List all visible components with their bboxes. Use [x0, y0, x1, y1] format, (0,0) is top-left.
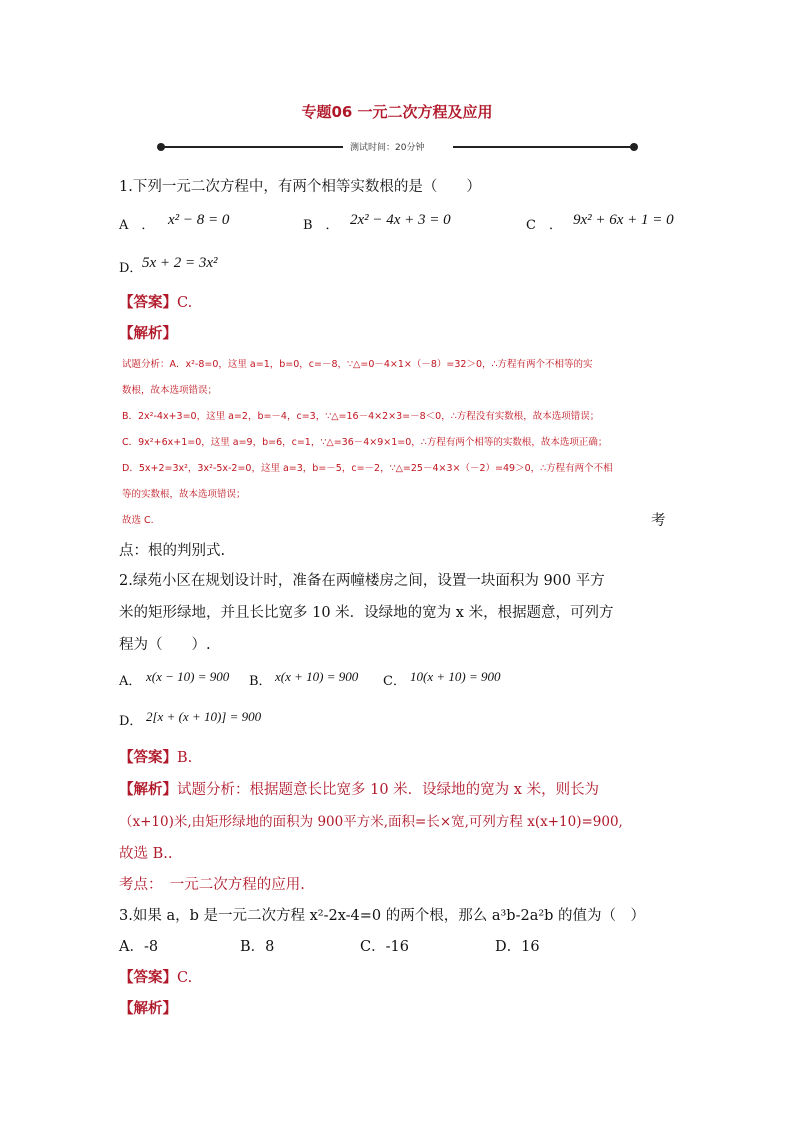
q2-answer	[119, 746, 192, 767]
q2-option-c-expr: 10(x + 10) = 900	[410, 669, 501, 684]
q2-answer-value: B.	[177, 750, 193, 766]
q3-option-d-label: D．	[495, 939, 522, 955]
q1-stem: 1.下列一元二次方程中，有两个相等实数根的是（ ）	[119, 179, 481, 195]
q2-option-d-label: D．	[119, 714, 143, 729]
q1-analysis-line-4: C．9x²+6x+1=0，这里 a=9，b=6，c=1，∵△=36－4×9×1=0，∴方程有两个相等的实数根，故本选项正确；	[122, 437, 608, 448]
q1-analysis-line-3: B．2x²-4x+3=0，这里 a=2，b=－4，c=3，∵△=16－4×2×3=－8＜0，∴方程没有实数根，故本选项错误；	[122, 411, 600, 422]
q1-analysis-line-2: 数根，故本选项错误；	[122, 385, 218, 396]
q2-stem-line-1: 2.绿苑小区在规划设计时，准备在两幢楼房之间，设置一块面积为 900 平方	[119, 573, 605, 589]
q3-answer	[119, 966, 192, 987]
q1-option-a-expr: x² − 8 = 0	[168, 212, 230, 228]
q3-option-d-value: 16	[521, 939, 540, 955]
answer-label: 【答案】	[119, 970, 177, 986]
rule-right-line	[453, 146, 633, 148]
q3-stem: 3.如果 a，b 是一元二次方程 x²-2x-4=0 的两个根，那么 a³b-2a²b 的值为（ ）	[119, 908, 646, 924]
q1-analysis-line-7: 故选 C.	[122, 515, 154, 526]
q2-analysis-line-2: （x+10)米,由矩形绿地的面积为 900平方米,面积=长×宽,可列方程 x(x+10)=900,	[119, 814, 623, 830]
q1-analysis-line-6: 等的实数根，故本选项错误；	[122, 489, 246, 500]
q2-option-a-expr: x(x − 10) = 900	[146, 669, 230, 684]
q1-option-b-expr: 2x² − 4x + 3 = 0	[350, 212, 451, 228]
q3-option-c	[360, 935, 409, 956]
test-time: 测试时间：20分钟	[350, 143, 425, 153]
q3-option-a	[119, 935, 158, 956]
q2-analysis-line-1: 试题分析：根据题意长比宽多 10 米．设绿地的宽为 x 米，则长为	[177, 782, 600, 798]
q3-option-b	[240, 935, 274, 956]
q1-option-b-label: B ．	[303, 218, 339, 233]
rule-right-dot	[630, 143, 638, 151]
q3-option-c-value: -16	[385, 939, 409, 955]
q1-option-d-label: D．	[119, 261, 143, 276]
q2-stem-line-2: 米的矩形绿地，并且长比宽多 10 米．设绿地的宽为 x 米，根据题意，可列方	[119, 605, 614, 621]
q2-kaodian: 考点： 一元二次方程的应用.	[119, 877, 305, 893]
q1-option-d-expr: 5x + 2 = 3x²	[142, 255, 218, 271]
q3-option-a-value: -8	[143, 939, 159, 955]
q1-option-c-expr: 9x² + 6x + 1 = 0	[573, 212, 674, 228]
q3-answer-value: C.	[177, 970, 193, 986]
q1-analysis-line-1: 试题分析：A．x²-8=0，这里 a=1，b=0，c=－8，∵△=0－4×1×（－8）=32＞0，∴方程有两个不相等的实	[122, 359, 593, 370]
analysis-label: 【解析】	[119, 782, 177, 798]
page-title: 专题06 一元二次方程及应用	[301, 103, 493, 121]
q3-option-a-label: A．	[119, 939, 144, 955]
q1-analysis-label: 【解析】	[119, 326, 177, 342]
q2-analysis-line-3: 故选 B..	[119, 846, 173, 862]
q2-stem-line-3: 程为（ ）.	[119, 637, 211, 653]
q1-answer	[119, 291, 192, 312]
q2-analysis	[119, 778, 599, 799]
answer-label: 【答案】	[119, 750, 177, 766]
q3-analysis-label: 【解析】	[119, 1001, 177, 1017]
answer-label: 【答案】	[119, 295, 177, 311]
q2-option-d-expr: 2[x + (x + 10)] = 900	[146, 709, 262, 724]
q2-option-c-label: C．	[383, 674, 406, 689]
rule-left-line	[163, 146, 343, 148]
q3-option-c-label: C．	[360, 939, 386, 955]
q1-option-a-label: A ．	[119, 218, 155, 233]
q2-option-a-label: A．	[119, 674, 142, 689]
q3-option-b-label: B．	[240, 939, 266, 955]
q1-analysis-line-5: D．5x+2=3x²，3x²-5x-2=0，这里 a=3，b=－5，c=－2，∵△=25－4×3×（－2）=49＞0，∴方程有两个不相	[122, 463, 613, 474]
q1-kaodian: 点：根的判别式.	[119, 543, 226, 559]
q1-kaodian-prefix: 考	[651, 513, 666, 529]
q3-option-b-value: 8	[265, 939, 275, 955]
q1-answer-value: C.	[177, 295, 193, 311]
q3-option-d	[495, 935, 540, 956]
q1-option-c-label: C ．	[526, 218, 562, 233]
q2-option-b-expr: x(x + 10) = 900	[275, 669, 359, 684]
q2-option-b-label: B．	[249, 674, 272, 689]
